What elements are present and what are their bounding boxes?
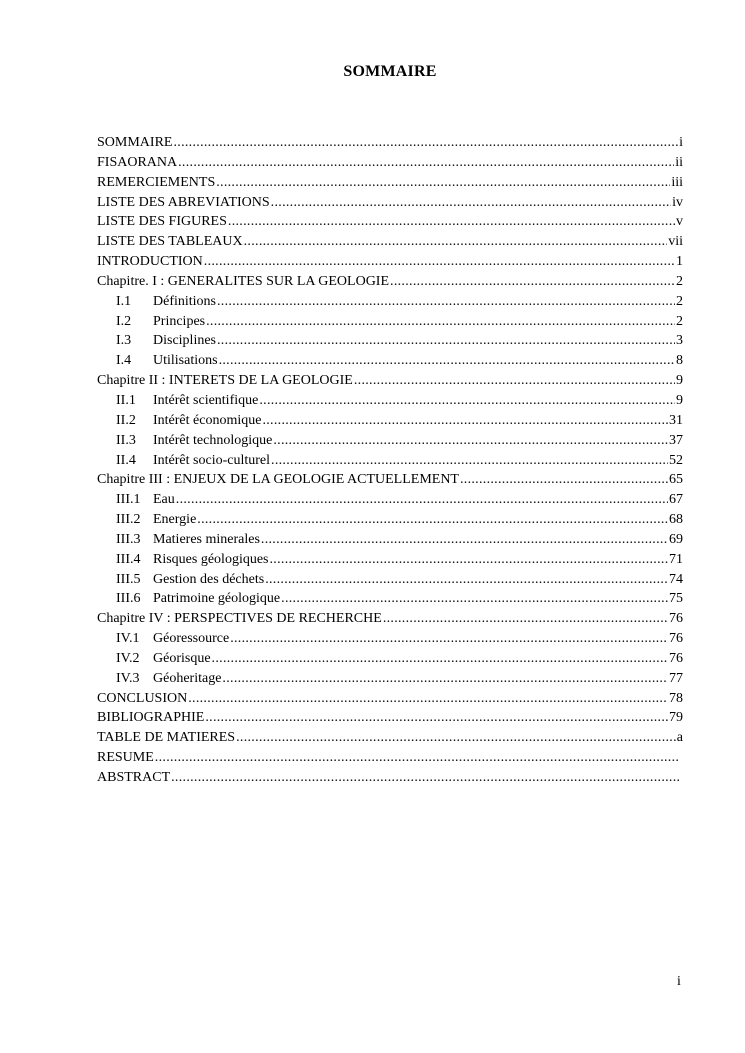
toc-entry-number: I.1 bbox=[116, 293, 132, 309]
toc-leader-dots bbox=[222, 669, 668, 689]
toc-entry-page: 65 bbox=[669, 472, 683, 488]
toc-entry-label bbox=[97, 629, 229, 649]
toc-entry-label bbox=[97, 173, 215, 193]
toc-entry-page: vii bbox=[668, 234, 683, 250]
toc-subentry[interactable] bbox=[97, 530, 683, 550]
toc-entry[interactable] bbox=[97, 748, 683, 768]
toc-leader-dots bbox=[271, 193, 671, 213]
toc-leader-dots bbox=[383, 609, 668, 629]
toc-leader-dots bbox=[197, 510, 668, 530]
toc-entry-page: 68 bbox=[669, 512, 683, 528]
toc-entry-text: REMERCIEMENTS bbox=[97, 174, 216, 190]
toc-entry-number: IV.2 bbox=[116, 650, 140, 666]
toc-entry-label bbox=[97, 431, 272, 451]
toc-entry[interactable] bbox=[97, 133, 683, 153]
toc-leader-dots bbox=[188, 689, 668, 709]
toc-entry-label bbox=[97, 470, 459, 490]
toc-entry-page: 3 bbox=[676, 333, 683, 349]
toc-subentry[interactable] bbox=[97, 391, 683, 411]
toc-entry[interactable] bbox=[97, 609, 683, 629]
toc-entry-text: Géoheritage bbox=[153, 670, 222, 686]
toc-entry-page: 1 bbox=[676, 254, 683, 270]
toc-entry-number: I.2 bbox=[116, 313, 132, 329]
page-title: SOMMAIRE bbox=[343, 63, 437, 80]
toc-entry-page: 76 bbox=[669, 650, 683, 666]
toc-leader-dots bbox=[204, 252, 675, 272]
toc-leader-dots bbox=[230, 629, 668, 649]
toc-entry-number: III.2 bbox=[116, 512, 141, 528]
toc-entry-label bbox=[97, 212, 227, 232]
toc-entry-text: Eau bbox=[153, 492, 175, 508]
toc-entry-number: III.1 bbox=[116, 492, 141, 508]
toc-entry-text: Chapitre IV : PERSPECTIVES DE RECHERCHE bbox=[97, 611, 382, 627]
toc-entry-label bbox=[97, 570, 264, 590]
toc-entry-label bbox=[97, 451, 270, 471]
toc-entry-text: Géoressource bbox=[153, 631, 230, 647]
toc-entry[interactable] bbox=[97, 153, 683, 173]
toc-entry-label bbox=[97, 689, 187, 709]
toc-entry-page: 52 bbox=[669, 452, 683, 468]
toc-leader-dots bbox=[217, 331, 675, 351]
toc-leader-dots bbox=[390, 272, 675, 292]
toc-leader-dots bbox=[244, 232, 668, 252]
toc-entry-page: iii bbox=[671, 174, 683, 190]
toc-subentry[interactable] bbox=[97, 589, 683, 609]
toc-entry-page: 2 bbox=[676, 293, 683, 309]
toc-entry[interactable] bbox=[97, 708, 683, 728]
toc-entry-label bbox=[97, 530, 260, 550]
toc-entry-page: 8 bbox=[676, 353, 683, 369]
toc-entry-text: Intérêt technologique bbox=[153, 432, 273, 448]
toc-entry-page: 76 bbox=[669, 631, 683, 647]
toc-entry-label bbox=[97, 193, 270, 213]
toc-entry[interactable] bbox=[97, 768, 683, 788]
toc-entry-page: a bbox=[676, 730, 683, 746]
toc-entry-page: 31 bbox=[669, 412, 683, 428]
toc-entry-number: II.4 bbox=[116, 452, 136, 468]
toc-entry[interactable] bbox=[97, 371, 683, 391]
toc-entry-page: v bbox=[676, 214, 683, 230]
toc-entry-label bbox=[97, 252, 203, 272]
toc-entry-page: 67 bbox=[669, 492, 683, 508]
toc-entry-number: III.3 bbox=[116, 531, 141, 547]
toc-entry-page: 74 bbox=[669, 571, 683, 587]
toc-entry[interactable] bbox=[97, 193, 683, 213]
toc-entry-label bbox=[97, 351, 218, 371]
toc-entry-label bbox=[97, 748, 154, 768]
toc-leader-dots bbox=[262, 411, 668, 431]
toc-entry-number: III.6 bbox=[116, 591, 141, 607]
toc-entry-text: Utilisations bbox=[153, 353, 218, 369]
toc-subentry[interactable] bbox=[97, 550, 683, 570]
toc-entry-text: Risques géologiques bbox=[153, 551, 269, 567]
toc-entry-label bbox=[97, 649, 211, 669]
toc-entry-text: Intérêt socio-culturel bbox=[153, 452, 271, 468]
toc-leader-dots bbox=[173, 133, 678, 153]
toc-entry-page: iv bbox=[672, 194, 683, 210]
toc-leader-dots bbox=[178, 153, 674, 173]
toc-entry-page: ii bbox=[675, 154, 683, 170]
toc-entry-text: BIBLIOGRAPHIE bbox=[97, 710, 205, 726]
toc-entry-label bbox=[97, 133, 172, 153]
page-number: i bbox=[677, 974, 681, 989]
toc-subentry[interactable] bbox=[97, 490, 683, 510]
toc-entry-label bbox=[97, 411, 261, 431]
toc-subentry[interactable] bbox=[97, 629, 683, 649]
toc-entry-label bbox=[97, 490, 175, 510]
toc-entry[interactable] bbox=[97, 173, 683, 193]
toc-entry[interactable] bbox=[97, 212, 683, 232]
toc-entry[interactable] bbox=[97, 689, 683, 709]
toc-entry-text: Intérêt économique bbox=[153, 412, 262, 428]
toc-entry-text: Matieres minerales bbox=[153, 531, 260, 547]
toc-entry-text: SOMMAIRE bbox=[97, 135, 173, 150]
toc-entry[interactable] bbox=[97, 232, 683, 252]
toc-leader-dots bbox=[216, 173, 670, 193]
toc-leader-dots bbox=[271, 451, 668, 471]
toc-entry-label bbox=[97, 728, 235, 748]
toc-entry[interactable] bbox=[97, 272, 683, 292]
toc-entry-label bbox=[97, 272, 389, 292]
toc-entry-text: ABSTRACT bbox=[97, 770, 171, 785]
toc-entry-number: IV.1 bbox=[116, 631, 140, 647]
toc-entry-label bbox=[97, 312, 205, 332]
toc-entry-text: TABLE DE MATIERES bbox=[97, 730, 236, 746]
toc-subentry[interactable] bbox=[97, 331, 683, 351]
toc-entry-page: 75 bbox=[669, 591, 683, 607]
toc-entry-text: CONCLUSION bbox=[97, 690, 188, 706]
toc-subentry[interactable] bbox=[97, 451, 683, 471]
table-of-contents bbox=[97, 133, 683, 788]
toc-entry-page: 37 bbox=[669, 432, 683, 448]
toc-entry-page: 71 bbox=[669, 551, 683, 567]
toc-leader-dots bbox=[155, 748, 679, 768]
toc-entry-label bbox=[97, 153, 177, 173]
toc-entry-number: IV.3 bbox=[116, 670, 140, 686]
toc-entry-page: 78 bbox=[669, 690, 683, 706]
toc-entry-page: 79 bbox=[669, 710, 683, 726]
toc-entry-label bbox=[97, 391, 258, 411]
toc-entry-text: LISTE DES TABLEAUX bbox=[97, 234, 243, 250]
toc-entry-number: III.5 bbox=[116, 571, 141, 587]
toc-entry-label bbox=[97, 669, 221, 689]
toc-entry-text: Intérêt scientifique bbox=[153, 392, 259, 408]
toc-entry-page: 2 bbox=[676, 273, 683, 289]
toc-entry-label bbox=[97, 292, 216, 312]
toc-entry-page: 77 bbox=[669, 670, 683, 686]
toc-entry-text: LISTE DES ABREVIATIONS bbox=[97, 194, 270, 210]
toc-entry-number: I.3 bbox=[116, 333, 132, 349]
toc-leader-dots bbox=[219, 351, 675, 371]
toc-leader-dots bbox=[460, 470, 668, 490]
toc-entry[interactable] bbox=[97, 470, 683, 490]
toc-entry-text: Principes bbox=[153, 313, 206, 329]
toc-entry-text: RESUME bbox=[97, 750, 154, 766]
toc-entry-number: I.4 bbox=[116, 353, 132, 369]
toc-entry-page: 9 bbox=[676, 392, 683, 408]
toc-entry-label bbox=[97, 550, 269, 570]
toc-entry-label bbox=[97, 768, 170, 788]
toc-leader-dots bbox=[206, 312, 675, 332]
toc-subentry[interactable] bbox=[97, 411, 683, 431]
toc-entry-number: II.1 bbox=[116, 392, 136, 408]
toc-entry-page: i bbox=[679, 135, 683, 150]
toc-entry-label bbox=[97, 331, 216, 351]
toc-leader-dots bbox=[228, 212, 675, 232]
toc-entry-number: II.2 bbox=[116, 412, 136, 428]
toc-entry-text: Chapitre III : ENJEUX DE LA GEOLOGIE ACTUELLEMENT bbox=[97, 472, 459, 488]
toc-entry-text: LISTE DES FIGURES bbox=[97, 214, 227, 230]
toc-leader-dots bbox=[354, 371, 675, 391]
toc-leader-dots bbox=[171, 768, 679, 788]
toc-entry-text: Géorisque bbox=[153, 650, 211, 666]
toc-subentry[interactable] bbox=[97, 669, 683, 689]
toc-entry-label bbox=[97, 371, 353, 391]
toc-subentry[interactable] bbox=[97, 431, 683, 451]
toc-entry-label bbox=[97, 589, 280, 609]
toc-subentry[interactable] bbox=[97, 649, 683, 669]
toc-entry-page: 69 bbox=[669, 531, 683, 547]
toc-leader-dots bbox=[212, 649, 668, 669]
toc-leader-dots bbox=[273, 431, 668, 451]
toc-subentry[interactable] bbox=[97, 570, 683, 590]
toc-leader-dots bbox=[217, 292, 675, 312]
toc-entry-text: Disciplines bbox=[153, 333, 216, 349]
toc-entry-text: INTRODUCTION bbox=[97, 254, 203, 270]
toc-entry[interactable] bbox=[97, 252, 683, 272]
toc-entry-text: Chapitre II : INTERETS DE LA GEOLOGIE bbox=[97, 373, 353, 389]
toc-leader-dots bbox=[205, 708, 668, 728]
toc-leader-dots bbox=[259, 391, 675, 411]
toc-entry-text: Patrimoine géologique bbox=[153, 591, 281, 607]
toc-leader-dots bbox=[176, 490, 668, 510]
toc-entry[interactable] bbox=[97, 728, 683, 748]
toc-entry-label bbox=[97, 708, 204, 728]
toc-leader-dots bbox=[261, 530, 668, 550]
toc-entry-text: Définitions bbox=[153, 293, 216, 309]
toc-entry-text: Gestion des déchets bbox=[153, 571, 265, 587]
toc-entry-number: III.4 bbox=[116, 551, 141, 567]
toc-entry-text: Energie bbox=[153, 512, 197, 528]
toc-leader-dots bbox=[281, 589, 668, 609]
toc-leader-dots bbox=[270, 550, 669, 570]
toc-entry-text: Chapitre. I : GENERALITES SUR LA GEOLOGIE bbox=[97, 273, 390, 289]
toc-subentry[interactable] bbox=[97, 312, 683, 332]
toc-entry-label bbox=[97, 609, 382, 629]
toc-entry-label bbox=[97, 232, 243, 252]
toc-subentry[interactable] bbox=[97, 510, 683, 530]
toc-leader-dots bbox=[265, 570, 668, 590]
toc-entry-page: 76 bbox=[669, 611, 683, 627]
toc-entry-page: 9 bbox=[676, 373, 683, 389]
toc-leader-dots bbox=[236, 728, 676, 748]
toc-entry-label bbox=[97, 510, 196, 530]
toc-entry-page: 2 bbox=[676, 313, 683, 329]
toc-subentry[interactable] bbox=[97, 292, 683, 312]
toc-entry-number: II.3 bbox=[116, 432, 136, 448]
toc-subentry[interactable] bbox=[97, 351, 683, 371]
toc-entry-text: FISAORANA bbox=[97, 154, 178, 170]
